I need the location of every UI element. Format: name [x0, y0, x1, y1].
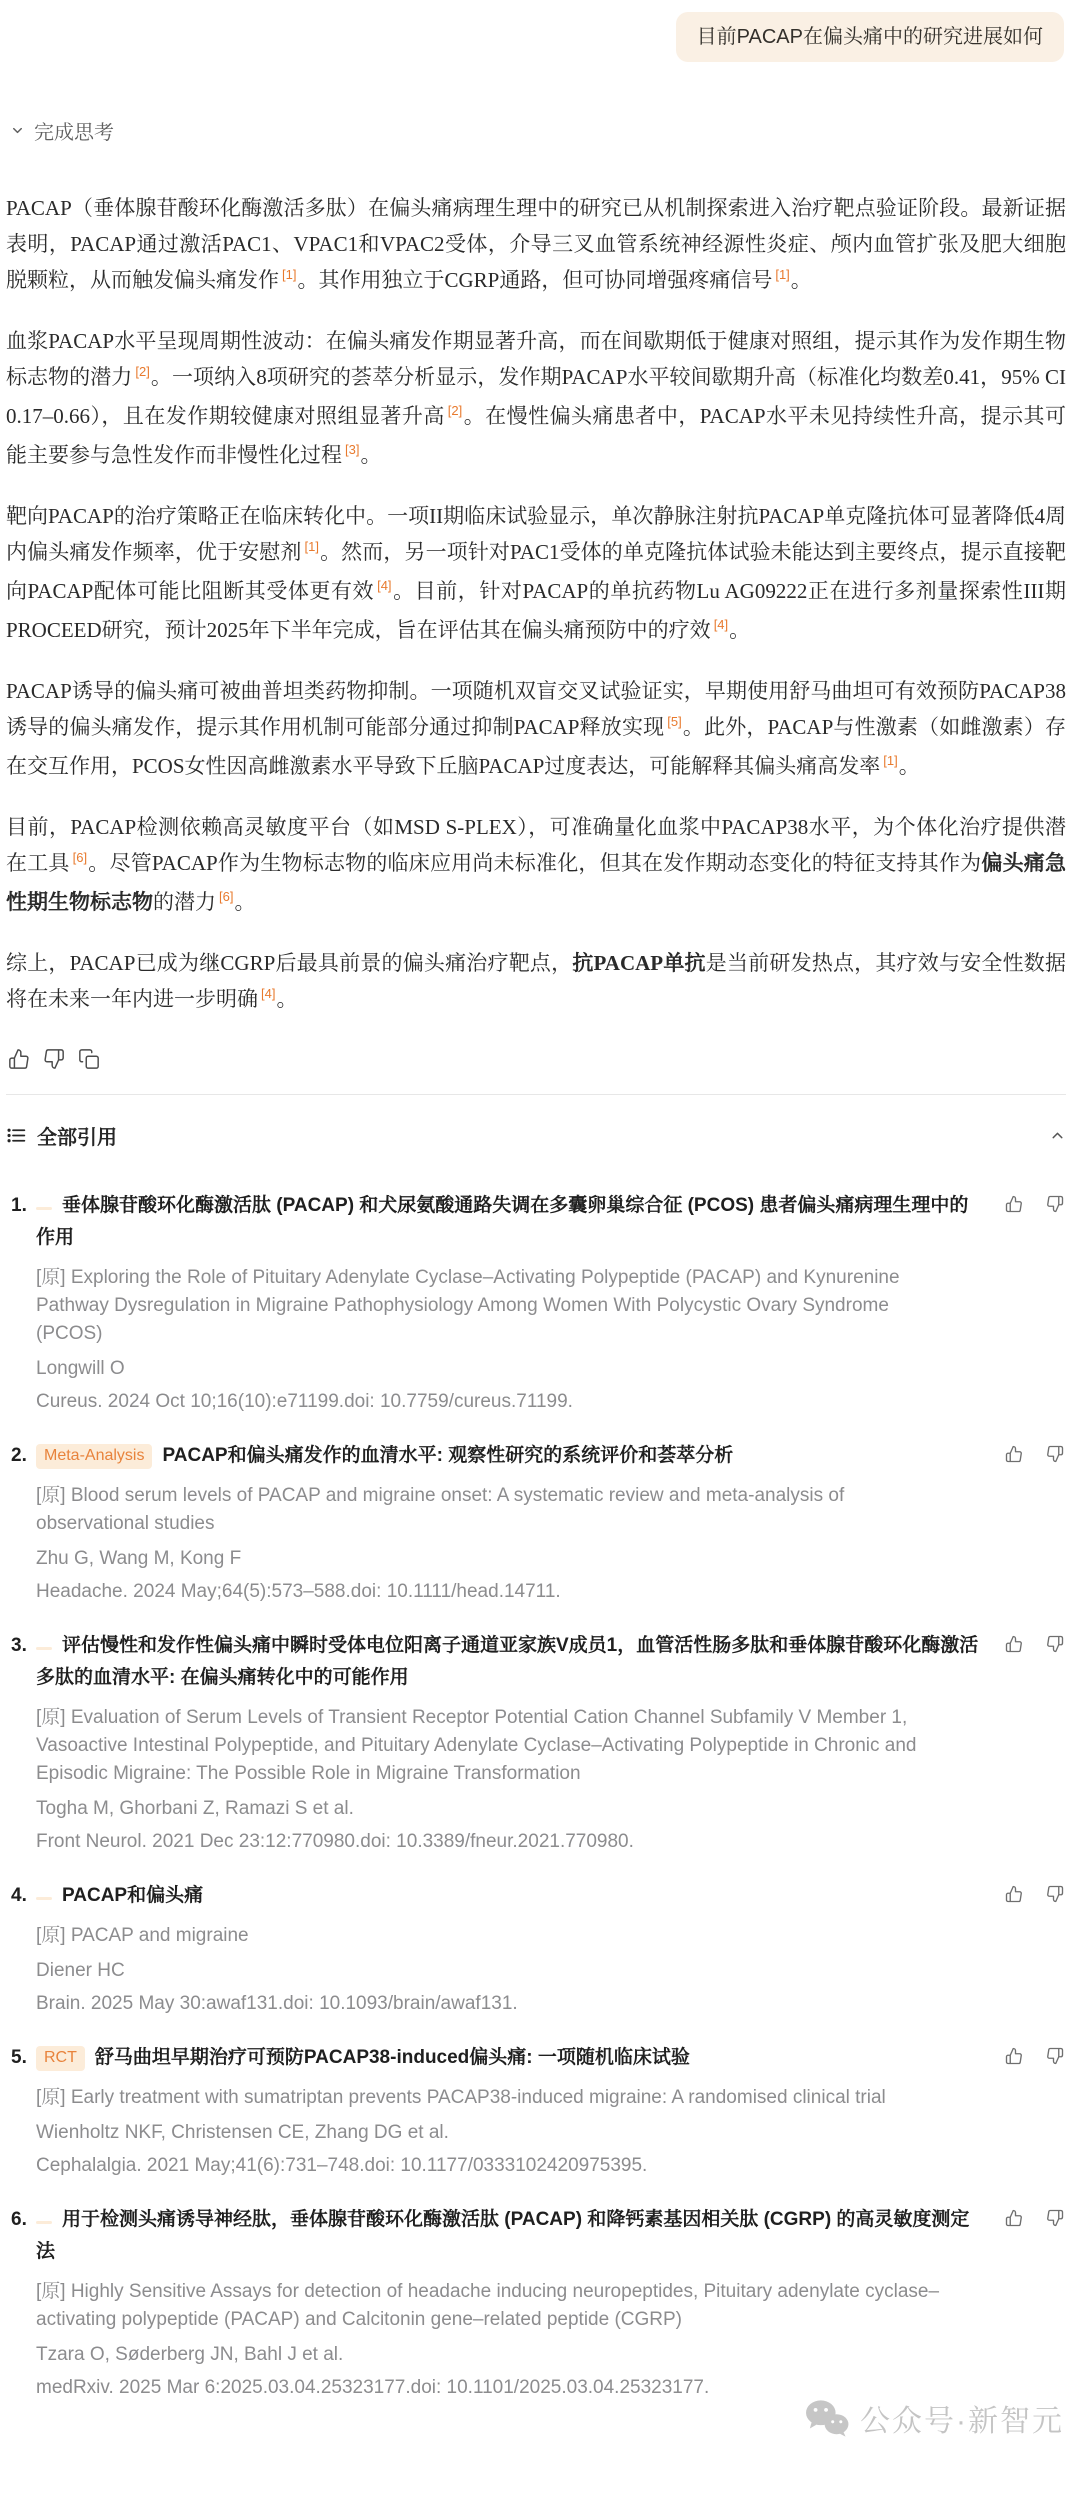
- citations-title: 全部引用: [37, 1127, 117, 1149]
- citation-thumbs-down-button[interactable]: [1046, 2209, 1064, 2227]
- citation-ref[interactable]: [1]: [282, 267, 297, 282]
- citation-source: Cureus. 2024 Oct 10;16(10):e71199.doi: 10.7759/cureus.71199.: [36, 1391, 573, 1412]
- thinking-label: 完成思考: [34, 121, 114, 144]
- citation-thumbs-up-button[interactable]: [1005, 1445, 1023, 1463]
- citation-title-en: [原] Early treatment with sumatriptan prevents PACAP38-induced migraine: A randomised clinical trial: [36, 2087, 886, 2108]
- citation-type-badge: Meta-Analysis: [36, 1444, 152, 1469]
- thumbs-up-button[interactable]: [8, 1048, 30, 1070]
- citation-ref[interactable]: [4]: [377, 578, 392, 593]
- citation-thumbs-up-button[interactable]: [1005, 2209, 1023, 2227]
- citation-votes: [1005, 1635, 1064, 1653]
- citation-authors: Zhu G, Wang M, Kong F: [36, 1548, 242, 1569]
- citation-title-zh[interactable]: 垂体腺苷酸环化酶激活肽 (PACAP) 和犬尿氨酸通路失调在多囊卵巢综合征 (PCOS) 患者偏头痛病理生理中的作用: [36, 1195, 969, 1248]
- citation-ref[interactable]: [1]: [304, 539, 319, 554]
- citation-type-badge: [36, 1897, 52, 1900]
- citation-ref[interactable]: [1]: [883, 753, 898, 768]
- citation-authors: Togha M, Ghorbani Z, Ramazi S et al.: [36, 1798, 354, 1819]
- citation-type-badge: RCT: [36, 2046, 85, 2071]
- citation-title-zh[interactable]: 评估慢性和发作性偏头痛中瞬时受体电位阳离子通道亚家族V成员1，血管活性肠多肽和垂体腺苷酸环化酶激活多肽的血清水平: 在偏头痛转化中的可能作用: [36, 1635, 979, 1688]
- thumbs-down-button[interactable]: [43, 1048, 65, 1070]
- citation-number: 3.: [11, 1635, 27, 1656]
- citation-thumbs-up-button[interactable]: [1005, 1195, 1023, 1213]
- citations-list: [6, 1190, 1066, 2402]
- citation-ref[interactable]: [3]: [345, 442, 360, 457]
- citations-header[interactable]: [6, 1095, 1066, 1150]
- answer-paragraph: PACAP（垂体腺苷酸环化酶激活多肽）在偏头痛病理生理中的研究已从机制探索进入治疗靶点验证阶段。最新证据表明，PACAP通过激活PAC1、VPAC1和VPAC2受体，介导三叉血管系统神经源性炎症、颅内血管扩张及肥大细胞脱颗粒，从而触发偏头痛发作 [1]。其作用独立于CGRP通路，但可协同增强疼痛信号 [1]。: [6, 196, 1066, 292]
- citation-ref[interactable]: [2]: [135, 364, 150, 379]
- answer-paragraph: PACAP诱导的偏头痛可被曲普坦类药物抑制。一项随机双盲交叉试验证实，早期使用舒马曲坦可有效预防PACAP38诱导的偏头痛发作，提示其作用机制可能部分通过抑制PACAP释放实现 [5]。此外，PACAP与性激素（如雌激素）存在交互作用，PCOS女性因高雌激素水平导致下丘脑PACAP过度表达，可能解释其偏头痛高发率 [1]。: [6, 679, 1066, 778]
- citation-authors: Tzara O, Søderberg JN, Bahl J et al.: [36, 2344, 344, 2365]
- citation-title-en: [原] Blood serum levels of PACAP and migraine onset: A systematic review and meta-analysis of observational studies: [36, 1485, 845, 1534]
- list-icon: [6, 1125, 27, 1146]
- citation-thumbs-up-button[interactable]: [1005, 2047, 1023, 2065]
- citation-ref[interactable]: [4]: [261, 986, 276, 1001]
- citation-title-zh[interactable]: PACAP和偏头痛: [36, 1880, 980, 1912]
- citation-thumbs-up-button[interactable]: [1005, 1885, 1023, 1903]
- citation-number: 2.: [11, 1445, 27, 1466]
- citation-title-en: [原] Evaluation of Serum Levels of Transient Receptor Potential Cation Channel Subfamily V Member 1, Vasoactive Intestinal Polypeptide, and Pituitary Adenylate Cyclase–Activating Polypeptide in Chronic and Episodic Migraine: The Possible Role in Migraine Transformation: [36, 1707, 917, 1784]
- citation-title-en: [原] Exploring the Role of Pituitary Adenylate Cyclase–Activating Polypeptide (PACAP) and Kynurenine Pathway Dysregulation in Migraine Pathophysiology Among Women With Polycystic Ovary Syndrome (PCOS): [36, 1267, 900, 1344]
- answer-paragraph: 靶向PACAP的治疗策略正在临床转化中。一项II期临床试验显示，单次静脉注射抗PACAP单克隆抗体可显著降低4周内偏头痛发作频率，优于安慰剂 [1]。然而，另一项针对PAC1受体的单克隆抗体试验未能达到主要终点，提示直接靶向PACAP配体可能比阻断其受体更有效 [4]。目前，针对PACAP的单抗药物Lu AG09222正在进行多剂量探索性III期PROCEED研究，预计2025年下半年完成，旨在评估其在偏头痛预防中的疗效 [4]。: [6, 504, 1067, 642]
- citation-title-zh[interactable]: RCT 舒马曲坦早期治疗可预防PACAP38-induced偏头痛: 一项随机临床试验: [36, 2042, 980, 2074]
- citation-ref[interactable]: [6]: [72, 850, 88, 865]
- citation-number: 6.: [11, 2209, 27, 2230]
- citation-thumbs-down-button[interactable]: [1046, 1635, 1064, 1653]
- citation-number: 5.: [11, 2047, 27, 2068]
- citation-type-badge: [36, 1647, 52, 1650]
- citation-thumbs-down-button[interactable]: [1046, 1195, 1064, 1213]
- user-message-row: [6, 12, 1064, 62]
- citation-thumbs-up-button[interactable]: [1005, 1635, 1023, 1653]
- wechat-icon: [804, 2398, 850, 2438]
- citation-title-zh[interactable]: Meta-Analysis PACAP和偏头痛发作的血清水平: 观察性研究的系统评价和荟萃分析: [36, 1440, 980, 1472]
- thinking-toggle[interactable]: [10, 116, 1066, 144]
- citation-thumbs-down-button[interactable]: [1046, 1445, 1064, 1463]
- citation-source: Headache. 2024 May;64(5):573–588.doi: 10.1111/head.14711.: [36, 1581, 561, 1602]
- bold-text: 抗PACAP单抗: [572, 951, 706, 975]
- citation-ref[interactable]: [2]: [447, 403, 463, 418]
- citation-title-zh[interactable]: 用于检测头痛诱导神经肽，垂体腺苷酸环化酶激活肽 (PACAP) 和降钙素基因相关肽 (CGRP) 的高灵敏度测定法: [36, 2209, 970, 2262]
- watermark: [804, 2396, 1064, 2440]
- answer-paragraph: 血浆PACAP水平呈现周期性波动：在偏头痛发作期显著升高，而在间歇期低于健康对照组，提示其作为发作期生物标志物的潜力 [2]。一项纳入8项研究的荟萃分析显示，发作期PACAP水平较间歇期升高（标准化均数差0.41，95% CI 0.17–0.66），且在发作期较健康对照组显著升高 [2]。在慢性偏头痛患者中，PACAP水平未见持续性升高，提示其可能主要参与急性发作而非慢性化过程 [3]。: [6, 329, 1067, 467]
- citation-votes: [1005, 1885, 1064, 1903]
- watermark-text: 公众号·新智元: [860, 2405, 1064, 2438]
- citation-thumbs-down-button[interactable]: [1046, 2047, 1064, 2065]
- citation-authors: Longwill O: [36, 1358, 125, 1379]
- citation-item: [6, 1440, 1066, 1606]
- citation-votes: [1005, 1445, 1064, 1463]
- citation-item: [6, 2204, 1066, 2402]
- citation-ref[interactable]: [4]: [713, 617, 729, 632]
- citation-votes: [1005, 2047, 1064, 2065]
- citation-thumbs-down-button[interactable]: [1046, 1885, 1064, 1903]
- citation-number: 4.: [11, 1885, 27, 1906]
- citation-item: [6, 1190, 1066, 1416]
- answer-actions: [8, 1048, 1066, 1070]
- answer-paragraph: 目前，PACAP检测依赖高灵敏度平台（如MSD S-PLEX），可准确量化血浆中PACAP38水平，为个体化治疗提供潜在工具 [6]。尽管PACAP作为生物标志物的临床应用尚未标准化，但其在发作期动态变化的特征支持其作为偏头痛急性期生物标志物的潜力 [6]。: [6, 815, 1067, 914]
- assistant-answer: [6, 190, 1066, 1020]
- answer-paragraph: 综上，PACAP已成为继CGRP后最具前景的偏头痛治疗靶点，抗PACAP单抗是当前研发热点，其疗效与安全性数据将在未来一年内进一步明确 [4]。: [6, 951, 1067, 1011]
- bold-text: 偏头痛急性期生物标志物: [6, 851, 1067, 914]
- chevron-up-icon[interactable]: [1049, 1127, 1066, 1144]
- citation-title-en: [原] PACAP and migraine: [36, 1925, 249, 1946]
- citation-type-badge: [36, 2221, 52, 2224]
- citation-item: [6, 1880, 1066, 2018]
- user-message-bubble: 目前PACAP在偏头痛中的研究进展如何: [676, 12, 1064, 62]
- citation-ref[interactable]: [6]: [219, 889, 234, 904]
- chevron-down-icon: [10, 123, 25, 138]
- citation-ref[interactable]: [5]: [667, 714, 682, 729]
- citation-title-en: [原] Highly Sensitive Assays for detection of headache inducing neuropeptides, Pituitary adenylate cyclase–activating polypeptide (PACAP) and Calcitonin gene–related peptide (CGRP): [36, 2281, 940, 2330]
- citation-number: 1.: [11, 1195, 27, 1216]
- citation-ref[interactable]: [1]: [775, 267, 790, 282]
- copy-button[interactable]: [78, 1048, 100, 1070]
- citation-item: [6, 2042, 1066, 2180]
- citation-item: [6, 1630, 1066, 1856]
- citation-votes: [1005, 2209, 1064, 2227]
- citation-source: medRxiv. 2025 Mar 6:2025.03.04.25323177.doi: 10.1101/2025.03.04.25323177.: [36, 2377, 710, 2398]
- citation-source: Front Neurol. 2021 Dec 23:12:770980.doi: 10.3389/fneur.2021.770980.: [36, 1831, 634, 1852]
- citation-votes: [1005, 1195, 1064, 1213]
- citation-source: Cephalalgia. 2021 May;41(6):731–748.doi: 10.1177/0333102420975395.: [36, 2155, 648, 2176]
- citation-type-badge: [36, 1207, 52, 1210]
- citation-source: Brain. 2025 May 30:awaf131.doi: 10.1093/brain/awaf131.: [36, 1993, 518, 2014]
- citation-authors: Diener HC: [36, 1960, 125, 1981]
- citation-authors: Wienholtz NKF, Christensen CE, Zhang DG et al.: [36, 2122, 449, 2143]
